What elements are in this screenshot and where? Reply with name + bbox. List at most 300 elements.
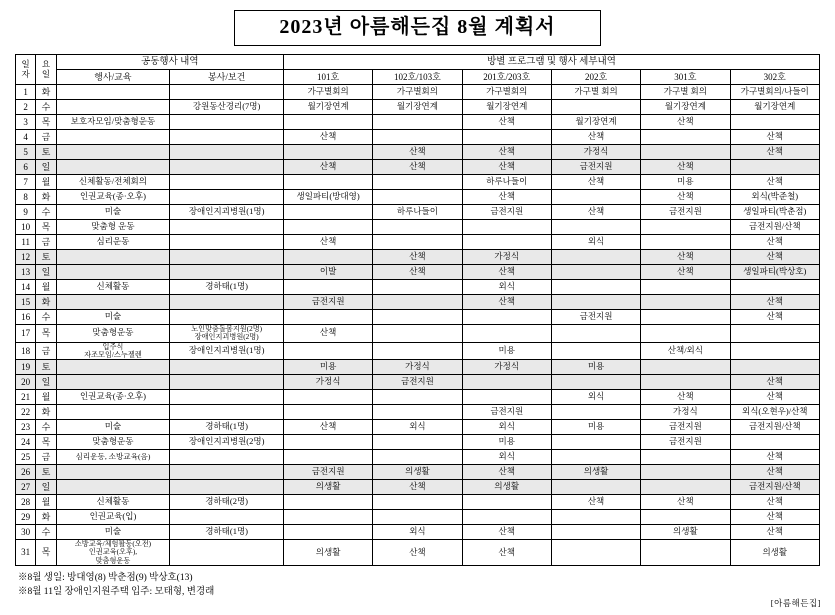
cell-302 [730,360,819,375]
cell-301 [641,325,730,343]
cell-dow: 목 [36,540,56,566]
cell-201-203 [462,310,551,325]
cell-day: 20 [16,375,36,390]
cell-volunteer: 장애인지괴병원(2명) [170,435,284,450]
cell-302: 산책 [730,250,819,265]
cell-301: 가구별 회의 [641,85,730,100]
page-title: 2023년 아름해든집 8월 계획서 [234,10,600,46]
cell-day: 12 [16,250,36,265]
cell-dow: 화 [36,190,56,205]
cell-dow: 월 [36,175,56,190]
table-row [16,145,820,160]
cell-101 [283,310,372,325]
table-row [16,405,820,420]
cell-202 [551,375,640,390]
header-col-102-103: 102호/103호 [373,70,462,85]
cell-day: 16 [16,310,36,325]
cell-day: 11 [16,235,36,250]
cell-301 [641,510,730,525]
cell-event: 소방교육/체험활동(오전) 인권교육(오후), 맞춤형운동 [56,540,170,566]
cell-volunteer [170,360,284,375]
cell-volunteer [170,480,284,495]
cell-volunteer: 장애인지괴병원(1명) [170,342,284,360]
cell-day: 17 [16,325,36,343]
cell-volunteer [170,235,284,250]
cell-301: 금전지원 [641,420,730,435]
cell-101 [283,525,372,540]
cell-202 [551,540,640,566]
cell-101 [283,145,372,160]
cell-302: 산책 [730,235,819,250]
cell-dow: 일 [36,480,56,495]
header-dow: 요 일 [36,55,56,85]
cell-dow: 금 [36,130,56,145]
table-row [16,235,820,250]
cell-volunteer [170,295,284,310]
cell-volunteer: 노인맞춤돌봄지원(2명) 장애인지괴병원(2명) [170,325,284,343]
cell-dow: 금 [36,235,56,250]
cell-dow: 수 [36,205,56,220]
cell-101 [283,205,372,220]
cell-volunteer: 경하태(1명) [170,280,284,295]
cell-volunteer: 장애인지괴병원(1명) [170,205,284,220]
cell-302: 산책 [730,130,819,145]
cell-302: 산책 [730,310,819,325]
cell-day: 5 [16,145,36,160]
cell-101: 가구별회의 [283,85,372,100]
cell-202: 가정식 [551,145,640,160]
cell-102-103: 산책 [373,265,462,280]
cell-dow: 월 [36,280,56,295]
cell-301: 가정식 [641,405,730,420]
cell-dow: 수 [36,310,56,325]
cell-volunteer [170,265,284,280]
cell-event: 미술 [56,205,170,220]
cell-event [56,480,170,495]
cell-101 [283,115,372,130]
cell-202: 금전지원 [551,310,640,325]
cell-event [56,360,170,375]
cell-302: 산책 [730,145,819,160]
cell-volunteer [170,465,284,480]
cell-dow: 화 [36,295,56,310]
cell-event: 맞춤형운동 [56,325,170,343]
cell-volunteer [170,175,284,190]
cell-101 [283,435,372,450]
cell-101: 금전지원 [283,295,372,310]
cell-301 [641,220,730,235]
cell-dow: 화 [36,510,56,525]
cell-301 [641,450,730,465]
cell-201-203: 외식 [462,420,551,435]
cell-202 [551,450,640,465]
cell-101 [283,175,372,190]
cell-dow: 목 [36,435,56,450]
table-row [16,325,820,343]
schedule-table [15,54,820,566]
header-common-events: 공동행사 내역 [56,55,283,70]
cell-event [56,375,170,390]
cell-302 [730,115,819,130]
note-line: ※8월 생일: 방대영(8) 박춘점(9) 박상호(13) [18,572,193,583]
cell-101: 산책 [283,325,372,343]
cell-day: 24 [16,435,36,450]
cell-volunteer [170,85,284,100]
cell-201-203: 미용 [462,435,551,450]
header-col-201-203: 201호/203호 [462,70,551,85]
cell-day: 19 [16,360,36,375]
cell-301 [641,130,730,145]
cell-dow: 목 [36,220,56,235]
cell-201-203 [462,130,551,145]
table-row [16,310,820,325]
cell-201-203: 가정식 [462,250,551,265]
table-row [16,390,820,405]
table-row [16,175,820,190]
cell-102-103 [373,342,462,360]
cell-dow: 수 [36,525,56,540]
cell-201-203 [462,510,551,525]
cell-day: 7 [16,175,36,190]
cell-102-103: 의생활 [373,465,462,480]
cell-202 [551,435,640,450]
cell-201-203: 외식 [462,280,551,295]
footer-badge: [아름해든집] [770,598,821,608]
cell-volunteer [170,390,284,405]
cell-202: 산책 [551,205,640,220]
cell-302: 금전지원/산책 [730,480,819,495]
table-row [16,190,820,205]
cell-101: 미용 [283,360,372,375]
cell-101 [283,510,372,525]
cell-102-103: 산책 [373,480,462,495]
cell-volunteer [170,130,284,145]
cell-day: 31 [16,540,36,566]
cell-day: 23 [16,420,36,435]
table-row [16,342,820,360]
cell-event: 인권교육(종·오후) [56,390,170,405]
cell-volunteer [170,405,284,420]
header-col-301: 301호 [641,70,730,85]
cell-102-103 [373,280,462,295]
cell-day: 3 [16,115,36,130]
cell-event: 인권교육(입) [56,510,170,525]
cell-101: 생일파티(방대영) [283,190,372,205]
cell-302: 외식(박준철) [730,190,819,205]
cell-day: 18 [16,342,36,360]
header-col-302: 302호 [730,70,819,85]
cell-301: 산책 [641,495,730,510]
cell-102-103: 월기장연계 [373,100,462,115]
cell-202 [551,510,640,525]
cell-volunteer: 강원동산경리(7명) [170,100,284,115]
cell-201-203: 월기장연계 [462,100,551,115]
cell-dow: 토 [36,465,56,480]
cell-302: 금전지원/산책 [730,220,819,235]
cell-302: 산책 [730,175,819,190]
cell-102-103 [373,495,462,510]
cell-202 [551,325,640,343]
cell-event: 신체활동 [56,495,170,510]
table-row [16,510,820,525]
cell-201-203: 산책 [462,160,551,175]
cell-201-203: 산책 [462,540,551,566]
cell-202: 미용 [551,420,640,435]
cell-202 [551,250,640,265]
cell-102-103: 금전지원 [373,375,462,390]
cell-302: 가구별회의/나들이 [730,85,819,100]
cell-101: 월기장연계 [283,100,372,115]
cell-day: 1 [16,85,36,100]
table-body [16,85,820,566]
cell-101: 산책 [283,130,372,145]
cell-dow: 목 [36,115,56,130]
cell-day: 25 [16,450,36,465]
table-row [16,220,820,235]
cell-dow: 금 [36,342,56,360]
cell-301 [641,540,730,566]
cell-volunteer: 경하태(1명) [170,525,284,540]
cell-201-203: 가구별회의 [462,85,551,100]
cell-event: 입주식 자조모임/스누젤렌 [56,342,170,360]
cell-event [56,160,170,175]
table-row [16,525,820,540]
cell-202: 외식 [551,235,640,250]
cell-102-103 [373,435,462,450]
cell-volunteer [170,220,284,235]
cell-101: 이발 [283,265,372,280]
cell-101: 산책 [283,160,372,175]
cell-volunteer: 경하태(1명) [170,420,284,435]
cell-day: 6 [16,160,36,175]
cell-day: 29 [16,510,36,525]
table-row [16,115,820,130]
cell-202: 산책 [551,130,640,145]
cell-201-203: 산책 [462,115,551,130]
cell-301 [641,375,730,390]
cell-302: 산책 [730,450,819,465]
cell-dow: 일 [36,265,56,280]
cell-302: 산책 [730,510,819,525]
cell-101 [283,280,372,295]
cell-202: 외식 [551,390,640,405]
cell-day: 27 [16,480,36,495]
cell-event: 보호자모임/맞춤형운동 [56,115,170,130]
cell-202 [551,220,640,235]
cell-201-203: 금전지원 [462,405,551,420]
table-row [16,100,820,115]
cell-301: 미용 [641,175,730,190]
cell-day: 28 [16,495,36,510]
cell-301: 산책 [641,250,730,265]
cell-event [56,145,170,160]
table-row [16,450,820,465]
cell-volunteer [170,250,284,265]
cell-302 [730,325,819,343]
cell-201-203: 하루나들이 [462,175,551,190]
header-day: 일 자 [16,55,36,85]
cell-event: 신체활동/전체회의 [56,175,170,190]
header-room-programs: 방별 프로그램 및 행사 세부내역 [283,55,819,70]
cell-301: 월기장연계 [641,100,730,115]
cell-101 [283,342,372,360]
cell-day: 9 [16,205,36,220]
cell-301: 산책 [641,390,730,405]
cell-301 [641,310,730,325]
cell-201-203 [462,220,551,235]
cell-201-203: 산책 [462,465,551,480]
cell-event: 미술 [56,525,170,540]
cell-event: 인권교육(종·오후) [56,190,170,205]
cell-301: 산책 [641,160,730,175]
cell-event [56,85,170,100]
cell-dow: 월 [36,390,56,405]
cell-day: 14 [16,280,36,295]
cell-event: 심리운동 [56,235,170,250]
cell-day: 10 [16,220,36,235]
cell-102-103 [373,130,462,145]
cell-301: 산책/외식 [641,342,730,360]
cell-102-103: 산책 [373,250,462,265]
cell-dow: 토 [36,250,56,265]
cell-102-103 [373,450,462,465]
cell-102-103: 산책 [373,145,462,160]
cell-event: 심리운동, 소방교육(음) [56,450,170,465]
cell-event [56,130,170,145]
cell-101: 산책 [283,420,372,435]
cell-201-203 [462,325,551,343]
cell-201-203 [462,390,551,405]
cell-101 [283,405,372,420]
cell-201-203: 산책 [462,190,551,205]
cell-102-103 [373,405,462,420]
cell-event: 미술 [56,420,170,435]
cell-volunteer [170,510,284,525]
cell-101: 의생활 [283,480,372,495]
cell-202: 산책 [551,495,640,510]
cell-102-103 [373,390,462,405]
cell-202: 의생활 [551,465,640,480]
cell-101: 가정식 [283,375,372,390]
cell-day: 15 [16,295,36,310]
cell-302: 산책 [730,525,819,540]
table-row [16,160,820,175]
cell-102-103: 외식 [373,420,462,435]
cell-202: 가구별 회의 [551,85,640,100]
cell-101: 산책 [283,235,372,250]
cell-301: 의생활 [641,525,730,540]
cell-201-203: 외식 [462,450,551,465]
header-col-event: 행사/교육 [56,70,170,85]
cell-101 [283,450,372,465]
cell-volunteer [170,145,284,160]
table-row [16,280,820,295]
cell-202 [551,405,640,420]
cell-302: 산책 [730,375,819,390]
cell-301: 산책 [641,265,730,280]
table-row [16,205,820,220]
cell-201-203: 가정식 [462,360,551,375]
cell-volunteer [170,540,284,566]
cell-event: 신체활동 [56,280,170,295]
cell-301 [641,295,730,310]
cell-102-103: 가정식 [373,360,462,375]
cell-301: 산책 [641,190,730,205]
cell-302: 산책 [730,465,819,480]
cell-102-103 [373,295,462,310]
cell-301 [641,145,730,160]
table-row [16,360,820,375]
cell-302: 생일파티(박춘점) [730,205,819,220]
cell-302: 금전지원/산책 [730,420,819,435]
cell-302: 생일파티(박상호) [730,265,819,280]
cell-301 [641,465,730,480]
cell-dow: 수 [36,420,56,435]
cell-201-203: 금전지원 [462,205,551,220]
cell-302: 월기장연계 [730,100,819,115]
cell-volunteer [170,375,284,390]
cell-volunteer [170,160,284,175]
cell-volunteer [170,310,284,325]
cell-dow: 토 [36,360,56,375]
cell-101: 의생활 [283,540,372,566]
table-row [16,540,820,566]
cell-volunteer [170,450,284,465]
cell-event: 미술 [56,310,170,325]
cell-dow: 토 [36,145,56,160]
cell-101 [283,220,372,235]
cell-102-103: 산책 [373,160,462,175]
cell-day: 13 [16,265,36,280]
cell-301 [641,235,730,250]
cell-201-203: 산책 [462,145,551,160]
header-col-202: 202호 [551,70,640,85]
cell-event [56,405,170,420]
cell-102-103: 가구별회의 [373,85,462,100]
cell-day: 4 [16,130,36,145]
cell-event [56,250,170,265]
cell-201-203: 산책 [462,295,551,310]
cell-102-103 [373,310,462,325]
cell-102-103 [373,510,462,525]
cell-301: 금전지원 [641,435,730,450]
cell-302: 외식(오현우)/산책 [730,405,819,420]
cell-301 [641,480,730,495]
cell-301: 금전지원 [641,205,730,220]
cell-202 [551,342,640,360]
table-row [16,250,820,265]
cell-201-203: 산책 [462,265,551,280]
table-row [16,130,820,145]
cell-dow: 화 [36,85,56,100]
cell-302: 산책 [730,495,819,510]
cell-102-103 [373,220,462,235]
cell-day: 8 [16,190,36,205]
table-row [16,420,820,435]
cell-101: 금전지원 [283,465,372,480]
table-row [16,435,820,450]
cell-102-103 [373,175,462,190]
table-row [16,375,820,390]
notes-block [18,572,835,600]
cell-day: 30 [16,525,36,540]
cell-101 [283,495,372,510]
cell-201-203 [462,375,551,390]
cell-201-203: 산책 [462,525,551,540]
cell-volunteer [170,190,284,205]
cell-102-103: 하루나들이 [373,205,462,220]
cell-201-203: 미용 [462,342,551,360]
